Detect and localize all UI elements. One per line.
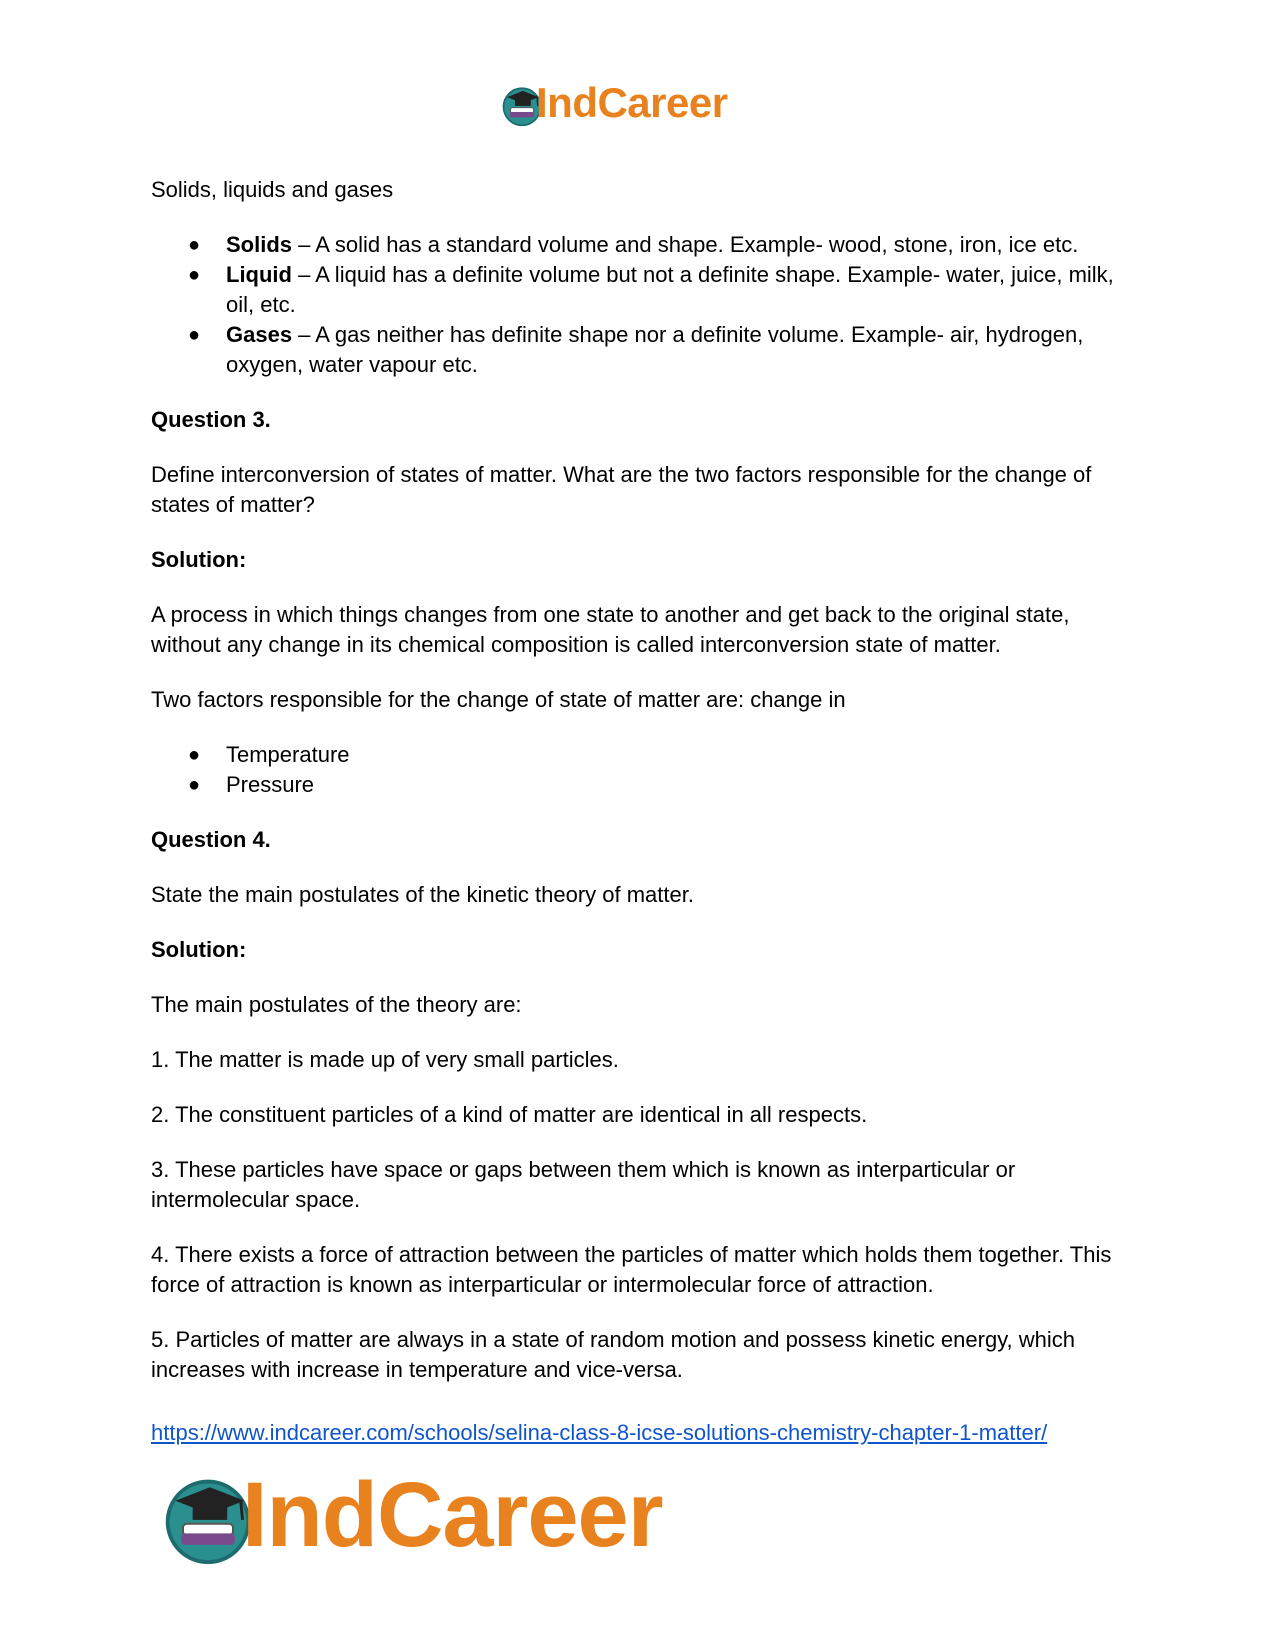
- bullet-icon: ●: [188, 774, 201, 796]
- postulate-item: 3. These particles have space or gaps between them which is known as interparticular or intermolecular space.: [151, 1157, 1016, 1212]
- question-4-label: Question 4.: [151, 827, 271, 852]
- state-term: Gases: [226, 322, 293, 347]
- list-item: [151, 230, 1131, 260]
- question-4-text: State the main postulates of the kinetic theory of matter.: [151, 882, 694, 907]
- bullet-icon: ●: [188, 744, 201, 766]
- indcareer-logo-top: [500, 78, 728, 128]
- list-item: [151, 770, 1131, 800]
- postulate-item: 2. The constituent particles of a kind of matter are identical in all respects.: [151, 1102, 868, 1127]
- state-text: – A liquid has a definite volume but not a definite shape. Example- water, juice, milk, oil, etc.: [226, 262, 1114, 317]
- postulate-item: 5. Particles of matter are always in a state of random motion and possess kinetic energy, which increases with increase in temperature and vice-versa.: [151, 1327, 1076, 1382]
- postulates-intro: The main postulates of the theory are:: [151, 992, 522, 1017]
- list-item: [151, 320, 1131, 380]
- solution-4-label: Solution:: [151, 937, 247, 962]
- list-item: [151, 740, 1131, 770]
- source-link[interactable]: https://www.indcareer.com/schools/selina-class-8-icse-solutions-chemistry-chapter-1-matter/: [151, 1420, 1048, 1445]
- indcareer-logo-bottom: [160, 1465, 663, 1565]
- bullet-icon: ●: [188, 324, 201, 346]
- state-text: – A solid has a standard volume and shape. Example- wood, stone, iron, ice etc.: [292, 232, 1079, 257]
- factor-text: Pressure: [226, 772, 315, 797]
- factors-list: [151, 740, 1131, 800]
- question-3-text: Define interconversion of states of matter. What are the two factors responsible for the change of states of matter?: [151, 462, 1092, 517]
- postulate-item: 1. The matter is made up of very small particles.: [151, 1047, 619, 1072]
- intro-heading: Solids, liquids and gases: [151, 177, 394, 202]
- factors-intro: Two factors responsible for the change of state of matter are: change in: [151, 687, 846, 712]
- document-body: [151, 175, 1131, 1448]
- bullet-icon: ●: [188, 264, 201, 286]
- state-term: Liquid: [226, 262, 292, 287]
- solution-3-answer: A process in which things changes from one state to another and get back to the original state, without any change in its chemical composition is called interconversion state of matter.: [151, 602, 1070, 657]
- brand-name: IndCareer: [536, 79, 728, 126]
- state-term: Solids: [226, 232, 293, 257]
- bullet-icon: ●: [188, 234, 201, 256]
- factor-text: Temperature: [226, 742, 350, 767]
- postulate-item: 4. There exists a force of attraction between the particles of matter which holds them together. This force of attraction is known as interparticular or intermolecular force of attraction.: [151, 1242, 1112, 1297]
- brand-name: IndCareer: [242, 1463, 663, 1566]
- state-text: – A gas neither has definite shape nor a definite volume. Example- air, hydrogen, oxygen, water vapour etc.: [226, 322, 1084, 377]
- question-3-label: Question 3.: [151, 407, 271, 432]
- states-list: [151, 230, 1131, 380]
- list-item: [151, 260, 1131, 320]
- solution-3-label: Solution:: [151, 547, 247, 572]
